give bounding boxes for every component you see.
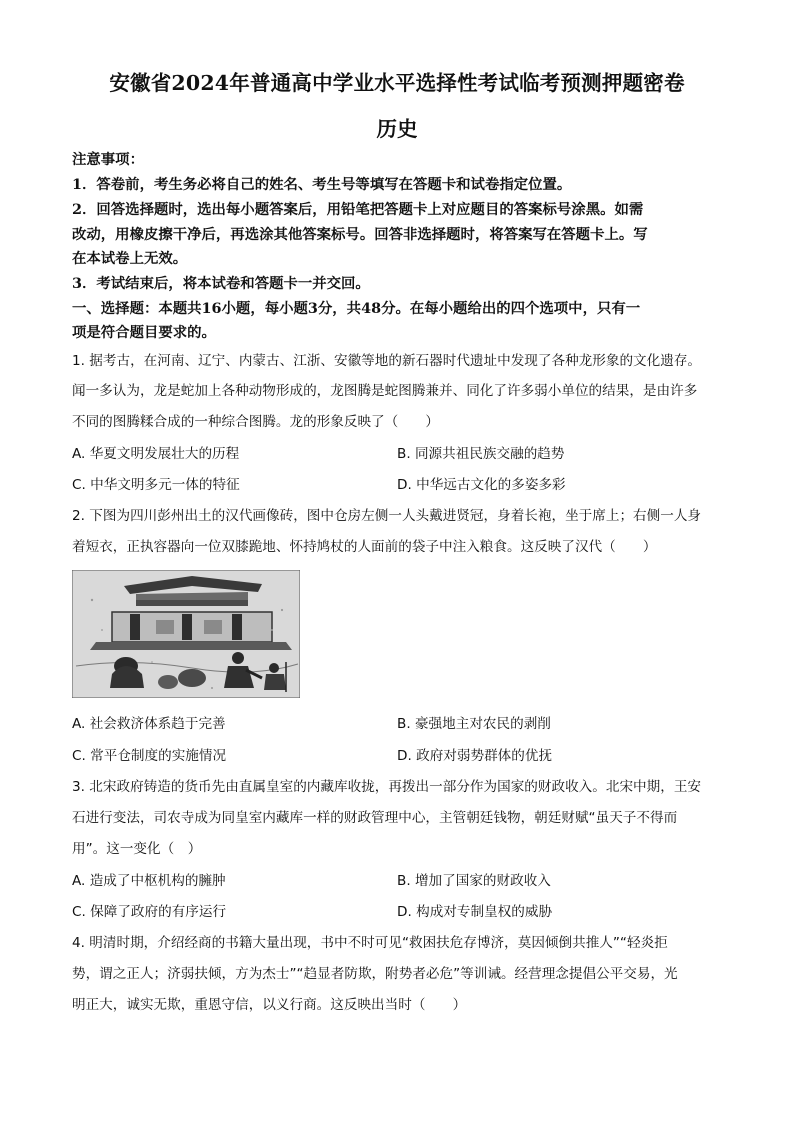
subject-title: 历史 xyxy=(376,117,418,141)
question-1-option-c: C. 中华文明多元一体的特征 xyxy=(72,477,240,493)
question-3-text: 用”。这一变化（ ） xyxy=(72,841,202,857)
notice-item: 3．考试结束后，将本试卷和答题卡一并交回。 xyxy=(72,275,370,292)
question-3-text: 石进行变法，司农寺成为同皇室内藏库一样的财政管理中心，主管朝廷钱物，朝廷财赋“虽天子不得而 xyxy=(72,810,678,826)
question-4-text: 势，谓之正人；济弱扶倾，方为杰士”“趋显者防欺，附势者必危”等训诫。经营理念提倡公平交易，光 xyxy=(72,966,678,982)
section-heading: 一、选择题：本题共16小题，每小题3分，共48分。在每小题给出的四个选项中，只有一 xyxy=(72,300,641,317)
question-2-option-b: B. 豪强地主对农民的剥削 xyxy=(397,716,551,732)
question-1-option-b: B. 同源共祖民族交融的趋势 xyxy=(397,446,565,462)
han-brick-relief-image xyxy=(72,570,300,698)
question-3-option-b: B. 增加了国家的财政收入 xyxy=(397,873,551,889)
question-1-text: 不同的图腾糅合成的一种综合图腾。龙的形象反映了（ ） xyxy=(72,414,440,430)
question-2-option-c: C. 常平仓制度的实施情况 xyxy=(72,748,227,764)
question-2-text: 2. 下图为四川彭州出土的汉代画像砖，图中仓房左侧一人头戴进贤冠，身着长袍，坐于席上；右侧一人身 xyxy=(72,508,702,524)
question-4-text: 明正大，诚实无欺，重恩守信，以义行商。这反映出当时（ ） xyxy=(72,997,467,1013)
question-1-text: 1. 据考古，在河南、辽宁、内蒙古、江浙、安徽等地的新石器时代遗址中发现了各种龙形象的文化遗存。 xyxy=(72,353,702,369)
question-3-text: 3. 北宋政府铸造的货币先由直属皇室的内藏库收拢，再拨出一部分作为国家的财政收入。北宋中期，王安 xyxy=(72,779,702,795)
notice-item: 2．回答选择题时，选出每小题答案后，用铅笔把答题卡上对应题目的答案标号涂黑。如需 xyxy=(72,201,644,218)
page-title: 安徽省2024年普通高中学业水平选择性考试临考预测押题密卷 xyxy=(109,71,685,95)
question-4-text: 4. 明清时期，介绍经商的书籍大量出现，书中不时可见“救困扶危存博济，莫因倾倒共推人”“轻炎拒 xyxy=(72,935,668,951)
question-3-option-d: D. 构成对专制皇权的威胁 xyxy=(397,904,553,920)
question-3-option-a: A. 造成了中枢机构的臃肿 xyxy=(72,873,226,889)
question-3-option-c: C. 保障了政府的有序运行 xyxy=(72,904,227,920)
question-2-text: 着短衣，正执容器向一位双膝跪地、怀持鸠杖的人面前的袋子中注入粮食。这反映了汉代（ ） xyxy=(72,539,657,555)
notice-item: 改动，用橡皮擦干净后，再选涂其他答案标号。回答非选择题时，将答案写在答题卡上。写 xyxy=(72,226,648,243)
question-1-text: 闻一多认为，龙是蛇加上各种动物形成的，龙图腾是蛇图腾兼并、同化了许多弱小单位的结果，是由许多 xyxy=(72,383,698,399)
section-heading-cont: 项是符合题目要求的。 xyxy=(72,324,216,341)
question-1-option-d: D. 中华远古文化的多姿多彩 xyxy=(397,477,566,493)
question-2-option-d: D. 政府对弱势群体的优抚 xyxy=(397,748,553,764)
notice-heading: 注意事项： xyxy=(72,151,144,168)
notice-item: 1．答卷前，考生务必将自己的姓名、考生号等填写在答题卡和试卷指定位置。 xyxy=(72,176,572,193)
question-1-option-a: A. 华夏文明发展壮大的历程 xyxy=(72,446,240,462)
notice-item: 在本试卷上无效。 xyxy=(72,250,188,267)
question-2-option-a: A. 社会救济体系趋于完善 xyxy=(72,716,226,732)
